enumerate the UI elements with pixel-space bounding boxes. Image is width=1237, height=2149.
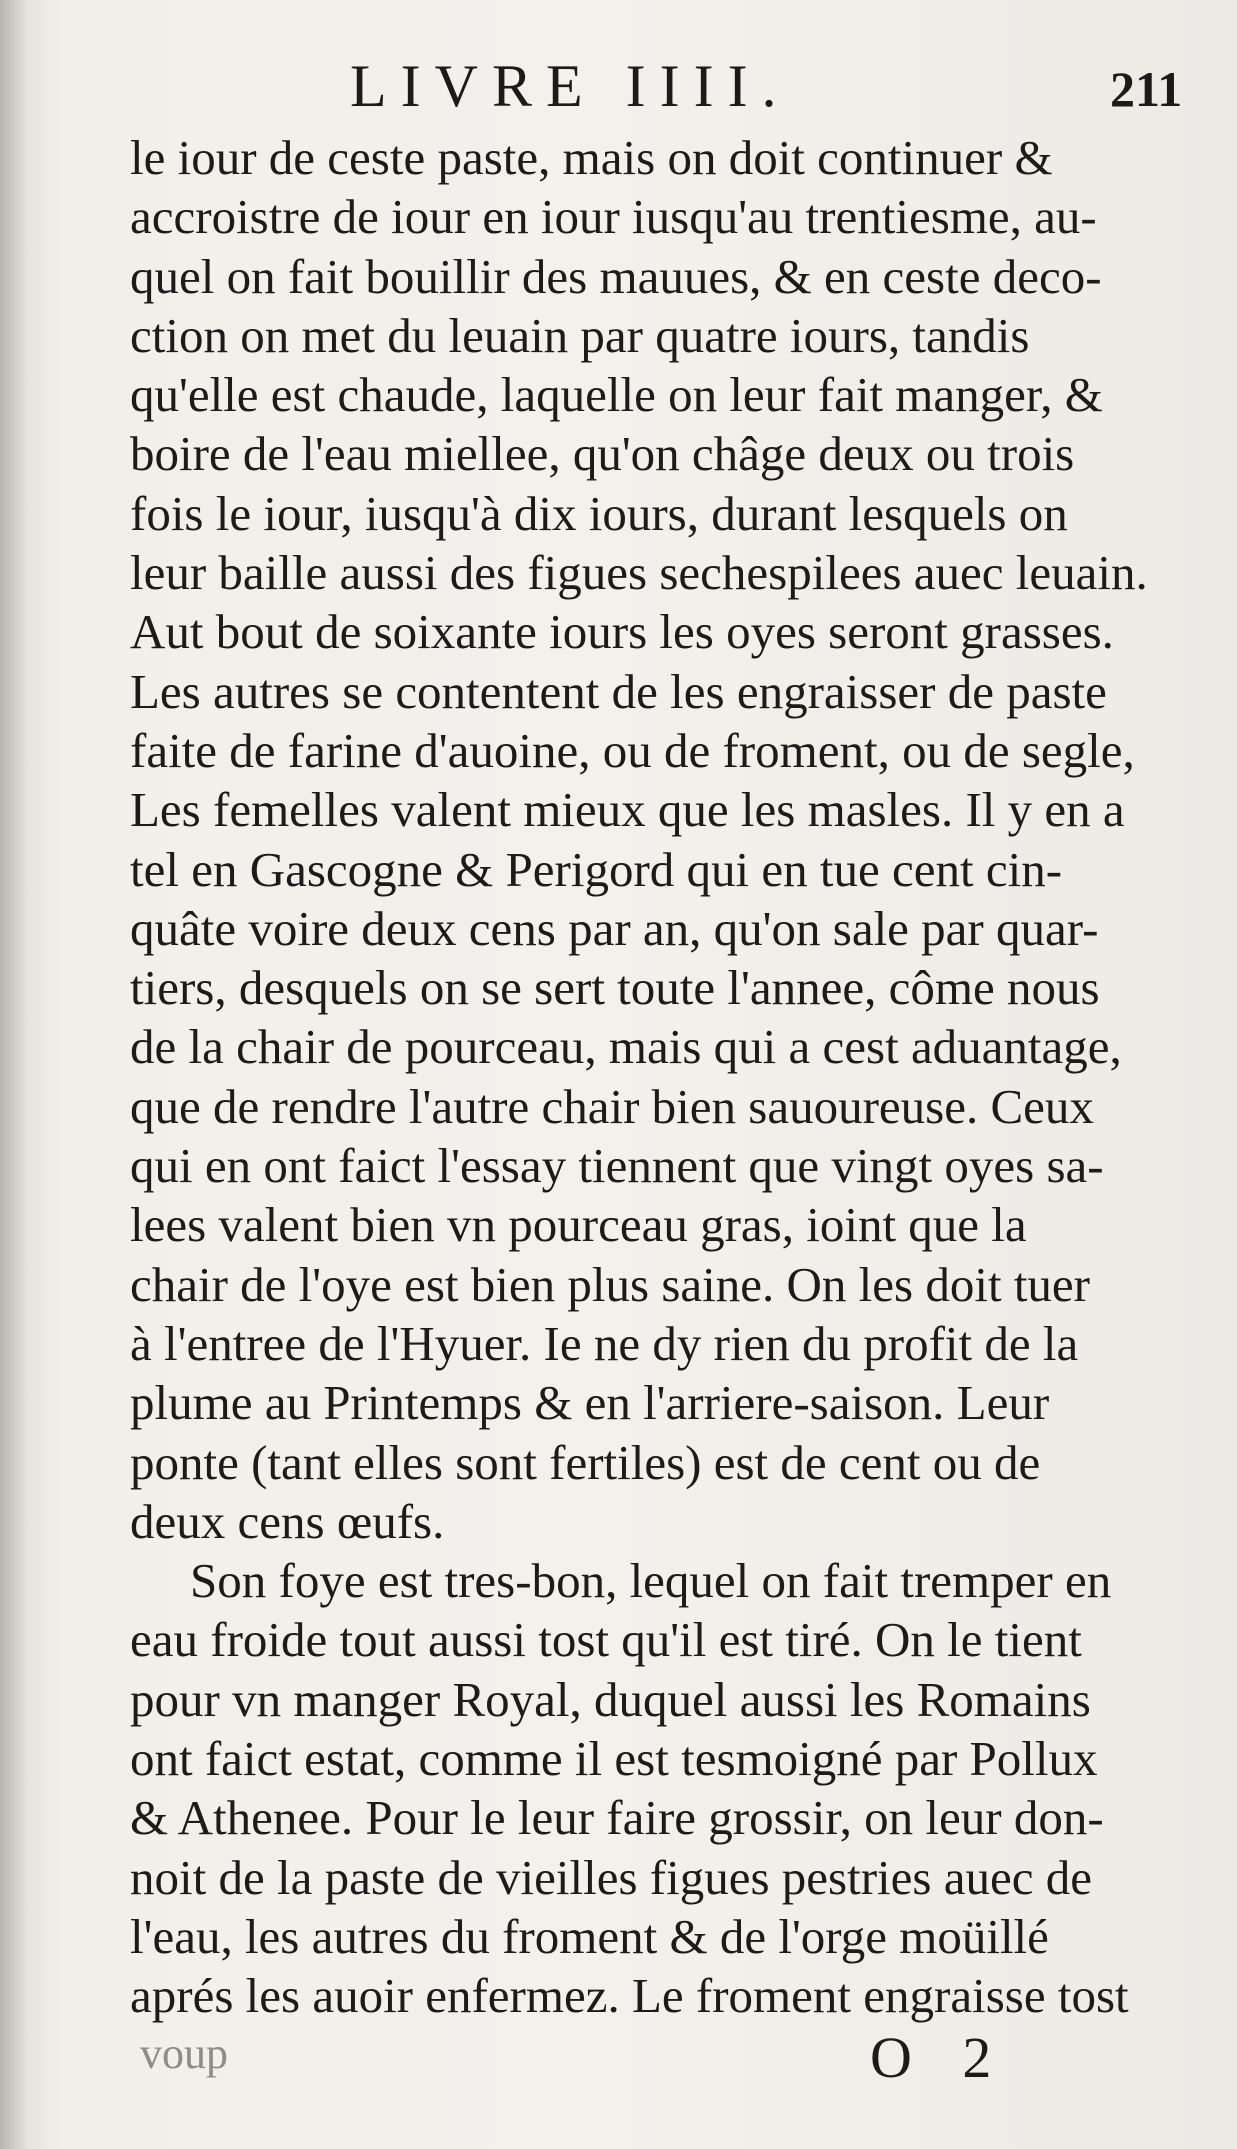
text-line: le iour de ceste paste, mais on doit continuer & — [130, 130, 1053, 185]
text-line: plume au Printemps & en l'arriere-saison. Leur — [130, 1375, 1050, 1431]
text-line: qui en ont faict l'essay tiennent que vingt oyes sa- — [130, 1138, 1104, 1194]
text-line: Les femelles valent mieux que les masles. Il y en a — [130, 782, 1125, 838]
text-line: Les autres se contentent de les engraisser de paste — [130, 663, 1107, 719]
text-line: noit de la paste de vieilles figues pestries auec de — [130, 1849, 1092, 1905]
text-line: leur baille aussi des figues sechespilees auec leuain. — [130, 545, 1148, 601]
text-line: que de rendre l'autre chair bien sauoureuse. Ceux — [130, 1078, 1094, 1134]
text-line: de la chair de pourceau, mais qui a cest aduantage, — [130, 1019, 1122, 1075]
text-line: ont faict estat, comme il est tesmoigné par Pollux — [130, 1731, 1098, 1787]
text-line: aprés les auoir enfermez. Le froment engraisse tost — [130, 1968, 1129, 2024]
text-line: ponte (tant elles sont fertiles) est de cent ou de — [130, 1434, 1041, 1490]
text-line: Aut bout de soixante iours les oyes seront grasses. — [130, 604, 1114, 660]
text-line: ction on met du leuain par quatre iours, tandis — [130, 307, 1030, 363]
text-line: pour vn manger Royal, duquel aussi les Romains — [130, 1671, 1091, 1727]
paragraph-start-line: Son foye est tres-bon, lequel on fait tremper en — [190, 1553, 1112, 1609]
text-line: boire de l'eau miellee, qu'on châge deux ou trois — [130, 426, 1075, 482]
text-line: deux cens œufs. — [130, 1493, 445, 1549]
text-line: fois le iour, iusqu'à dix iours, durant lesquels on — [130, 485, 1068, 541]
text-line: eau froide tout aussi tost qu'il est tiré. On le tient — [130, 1612, 1082, 1668]
page-gutter-shadow — [0, 0, 28, 2149]
text-line: lees valent bien vn pourceau gras, ioint que la — [130, 1197, 1027, 1253]
text-line: quel on fait bouillir des mauues, & en ceste deco- — [130, 248, 1102, 304]
text-line: faite de farine d'auoine, ou de froment, ou de segle, — [130, 722, 1135, 778]
body-text — [130, 128, 1205, 2026]
page-number: 211 — [1110, 61, 1183, 117]
text-line: quâte voire deux cens par an, qu'on sale par quar- — [130, 900, 1099, 956]
catchword: voup — [140, 2029, 228, 2078]
text-line: accroistre de iour en iour iusqu'au trentiesme, au- — [130, 189, 1097, 245]
text-line: à l'entree de l'Hyuer. Ie ne dy rien du profit de la — [130, 1315, 1079, 1371]
text-line: qu'elle est chaude, laquelle on leur fait manger, & — [130, 367, 1103, 423]
signature-mark: O 2 — [870, 2025, 1010, 2090]
page-footer — [0, 2018, 1237, 2108]
text-line: chair de l'oye est bien plus saine. On les doit tuer — [130, 1256, 1090, 1312]
text-line: & Athenee. Pour le leur faire grossir, on leur don- — [130, 1790, 1104, 1846]
running-title: LIVRE IIII. — [350, 53, 791, 119]
text-line: tiers, desquels on se sert toute l'annee, côme nous — [130, 960, 1100, 1016]
text-line: l'eau, les autres du froment & de l'orge moüillé — [130, 1908, 1049, 1964]
text-line: tel en Gascogne & Perigord qui en tue cent cin- — [130, 841, 1063, 897]
